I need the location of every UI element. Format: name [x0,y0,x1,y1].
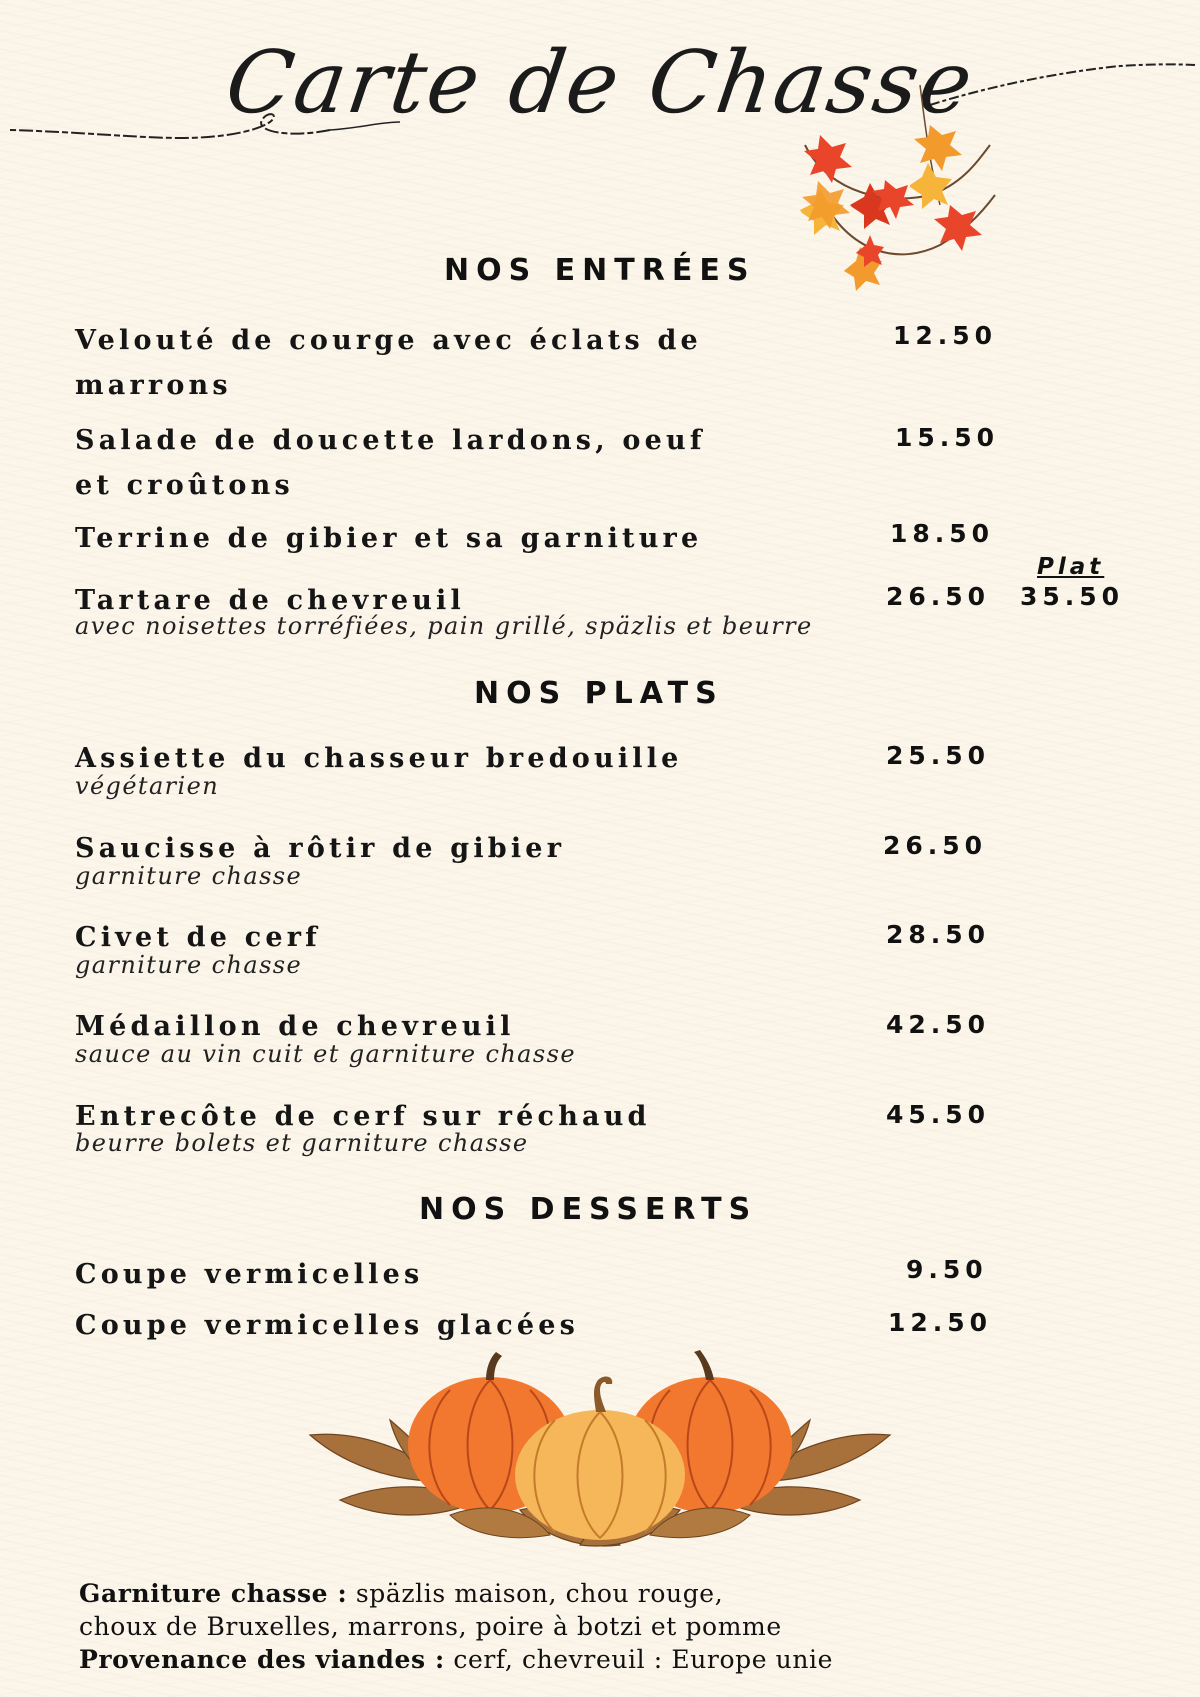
menu-item-description: beurre bolets et garniture chasse [75,1129,529,1157]
autumn-leaves-garland-icon [790,85,1030,335]
menu-item-price: 18.50 [890,519,995,548]
footer-provenance-line [79,1645,833,1674]
menu-item-name: Coupe vermicelles glacées [75,1310,580,1341]
menu-item-price: 25.50 [886,741,991,770]
menu-item-price: 12.50 [888,1308,993,1337]
menu-item-description: végétarien [75,772,220,800]
menu-item-description: garniture chasse [75,951,303,979]
garniture-text: späzlis maison, chou rouge, [355,1579,724,1608]
menu-item-price: 26.50 [883,831,988,860]
footer-garniture-line-1 [79,1579,723,1608]
menu-item-name: Velouté de courge avec éclats de marrons [75,325,702,401]
provenance-text: cerf, chevreuil : Europe unie [453,1645,834,1674]
menu-item-price: 15.50 [895,423,1000,452]
provenance-label: Provenance des viandes : [79,1645,445,1674]
menu-item-price: 12.50 [893,321,998,350]
plat-price: 35.50 [1020,582,1125,611]
menu-item-price: 45.50 [886,1100,991,1129]
menu-item-description: avec noisettes torréfiées, pain grillé, späzlis et beurre [75,612,813,640]
menu-item-price: 9.50 [906,1255,988,1284]
menu-item-price: 28.50 [886,920,991,949]
menu-item-name: Terrine de gibier et sa garniture [75,523,703,554]
menu-item-name: Entrecôte de cerf sur réchaud [75,1101,651,1132]
menu-title: Carte de Chasse [220,33,980,133]
section-title-entrees: NOS ENTRÉES [444,253,756,288]
section-title-plats: NOS PLATS [474,676,724,711]
menu-item-name: Saucisse à rôtir de gibier [75,833,566,864]
footer-garniture-line-2: choux de Bruxelles, marrons, poire à botzi et pomme [79,1612,782,1641]
pumpkins-icon [300,1350,900,1560]
menu-item-name: Tartare de chevreuil [75,585,465,616]
section-title-desserts: NOS DESSERTS [419,1192,758,1227]
garniture-label: Garniture chasse : [79,1579,348,1608]
menu-item-name: Assiette du chasseur bredouille [75,743,683,774]
menu-item-price: 26.50 [886,582,991,611]
menu-item-name: Médaillon de chevreuil [75,1011,515,1042]
menu-item-price: 42.50 [886,1010,991,1039]
menu-item-description: sauce au vin cuit et garniture chasse [75,1040,576,1068]
plat-label: Plat [1037,554,1105,580]
menu-item-name: Salade de doucette lardons, oeuf et croûtons [75,425,706,501]
menu-item-name: Civet de cerf [75,922,321,953]
menu-item-description: garniture chasse [75,862,303,890]
menu-item-name: Coupe vermicelles [75,1259,424,1290]
